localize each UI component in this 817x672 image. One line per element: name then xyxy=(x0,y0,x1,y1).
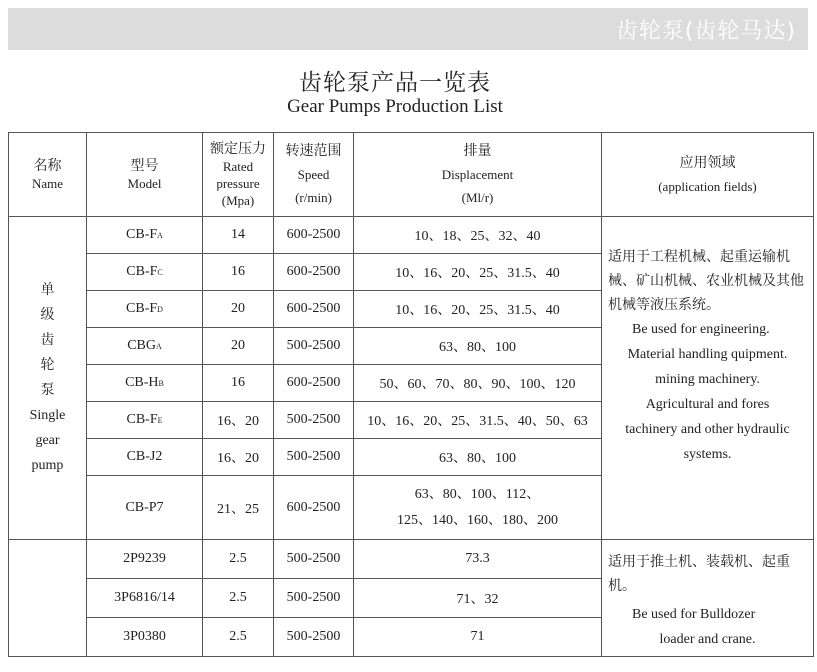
pressure-cell: 2.5 xyxy=(203,618,274,657)
name-char: 泵 xyxy=(40,382,55,398)
header-model xyxy=(87,133,203,217)
page-title-en: Gear Pumps Production List xyxy=(287,96,503,117)
name-char: 轮 xyxy=(40,357,55,373)
speed-cell: 500-2500 xyxy=(274,439,354,476)
product-table xyxy=(8,132,814,657)
displacement-cell xyxy=(354,476,602,540)
displacement-line: 125、140、160、180、200 xyxy=(397,512,558,528)
displacement-cell: 71 xyxy=(354,618,602,657)
header-disp-en: Displacement xyxy=(441,167,514,182)
model-cell: CB-FC xyxy=(87,254,203,291)
application-cell-group2 xyxy=(602,540,814,657)
pressure-cell: 16 xyxy=(203,254,274,291)
table-row xyxy=(9,217,814,254)
pressure-cell: 20 xyxy=(203,328,274,365)
displacement-line: 63、80、100、112、 xyxy=(414,486,541,502)
table-header-row xyxy=(9,133,814,217)
header-pressure-cn: 额定压力 xyxy=(210,140,266,157)
pressure-cell: 21、25 xyxy=(203,476,274,540)
pressure-cell: 16、20 xyxy=(203,439,274,476)
header-speed-cn: 转速范围 xyxy=(285,143,342,159)
header-speed-unit: (r/min) xyxy=(295,190,332,205)
speed-cell: 500-2500 xyxy=(274,540,354,579)
application-en-line: loader and crane. xyxy=(659,632,756,647)
header-application xyxy=(602,133,814,217)
displacement-cell: 50、60、70、80、90、100、120 xyxy=(354,365,602,402)
displacement-cell: 63、80、100 xyxy=(354,439,602,476)
pressure-cell: 16、20 xyxy=(203,402,274,439)
header-pressure-en1: Rated xyxy=(222,158,254,174)
header-disp-cn: 排量 xyxy=(463,143,492,159)
model-cell: CB-FA xyxy=(87,217,203,254)
displacement-cell: 73.3 xyxy=(354,540,602,579)
header-name-en: Name xyxy=(31,175,64,191)
model-cell: CB-HB xyxy=(87,365,203,402)
name-char: 齿 xyxy=(40,332,55,348)
model-cell: CB-FE xyxy=(87,402,203,439)
displacement-cell: 10、16、20、25、31.5、40 xyxy=(354,254,602,291)
table-row xyxy=(9,540,814,579)
displacement-cell: 10、18、25、32、40 xyxy=(354,217,602,254)
header-pressure-en2: pressure xyxy=(216,175,260,191)
speed-cell: 600-2500 xyxy=(274,291,354,328)
speed-cell: 500-2500 xyxy=(274,579,354,618)
model-cell: CB-J2 xyxy=(87,439,203,476)
header-model-en: Model xyxy=(127,175,162,191)
application-cell-group1 xyxy=(602,217,814,540)
displacement-cell: 63、80、100 xyxy=(354,328,602,365)
header-speed xyxy=(274,133,354,217)
header-speed-en: Speed xyxy=(297,167,330,182)
name-en-line: Single xyxy=(29,408,66,423)
speed-cell: 600-2500 xyxy=(274,365,354,402)
model-cell: CB-FD xyxy=(87,291,203,328)
header-pressure xyxy=(203,133,274,217)
pressure-cell: 2.5 xyxy=(203,540,274,579)
application-en-line: tachinery and other hydraulic xyxy=(625,422,790,437)
pressure-cell: 16 xyxy=(203,365,274,402)
application-en-line: Be used for engineering. xyxy=(632,322,770,337)
banner-title: 齿轮泵(齿轮马达) xyxy=(615,19,796,44)
header-model-cn: 型号 xyxy=(130,157,159,174)
header-banner xyxy=(8,8,808,50)
model-cell: 3P6816/14 xyxy=(87,579,203,618)
pressure-cell: 20 xyxy=(203,291,274,328)
group-name-single-gear-pump xyxy=(9,217,87,540)
header-name xyxy=(9,133,87,217)
model-cell: 3P0380 xyxy=(87,618,203,657)
speed-cell: 500-2500 xyxy=(274,618,354,657)
displacement-cell: 10、16、20、25、31.5、40、50、63 xyxy=(354,402,602,439)
header-name-cn: 名称 xyxy=(33,157,62,174)
name-en-line: pump xyxy=(31,458,64,473)
model-cell: CB-P7 xyxy=(87,476,203,540)
header-disp-unit: (Ml/r) xyxy=(461,190,494,205)
displacement-cell: 71、32 xyxy=(354,579,602,618)
model-cell: 2P9239 xyxy=(87,540,203,579)
application-en-line: systems. xyxy=(683,447,732,462)
application-en-line: Material handling quipment. xyxy=(627,347,788,362)
application-cn: 适用于工程机械、起重运输机械、矿山机械、农业机械及其他机械等液压系统。 xyxy=(608,249,804,313)
name-char: 级 xyxy=(40,307,55,323)
header-app-cn: 应用领域 xyxy=(679,154,736,171)
model-cell: CBGA xyxy=(87,328,203,365)
header-displacement xyxy=(354,133,602,217)
application-en-line: Be used for Bulldozer xyxy=(632,607,756,622)
application-en-line: mining machinery. xyxy=(655,372,760,387)
pressure-cell: 2.5 xyxy=(203,579,274,618)
speed-cell: 600-2500 xyxy=(274,254,354,291)
displacement-cell: 10、16、20、25、31.5、40 xyxy=(354,291,602,328)
speed-cell: 600-2500 xyxy=(274,476,354,540)
name-char: 单 xyxy=(40,282,55,298)
header-app-en: (application fields) xyxy=(658,178,757,194)
group-name-empty xyxy=(9,540,87,657)
page-title-cn: 齿轮泵产品一览表 xyxy=(299,70,491,96)
speed-cell: 500-2500 xyxy=(274,402,354,439)
header-pressure-unit: (Mpa) xyxy=(221,192,255,208)
application-en-line: Agricultural and fores xyxy=(645,397,770,412)
pressure-cell: 14 xyxy=(203,217,274,254)
name-en-line: gear xyxy=(35,433,60,448)
speed-cell: 600-2500 xyxy=(274,217,354,254)
application-cn: 适用于推土机、装载机、起重机。 xyxy=(608,554,790,594)
speed-cell: 500-2500 xyxy=(274,328,354,365)
